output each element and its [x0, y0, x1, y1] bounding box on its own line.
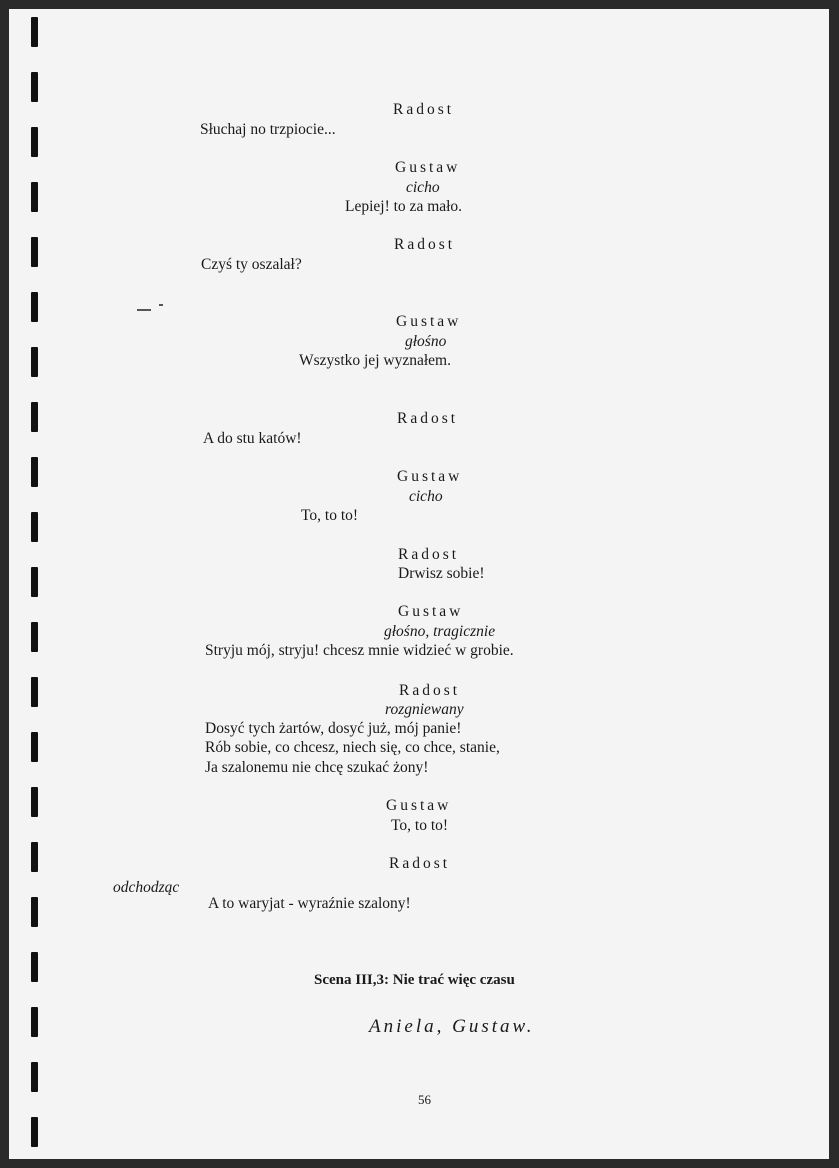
binding-hole: [31, 17, 38, 47]
dialogue-line: A do stu katów!: [203, 430, 302, 447]
binding-hole: [31, 402, 38, 432]
speaker-name: Radost: [398, 546, 460, 563]
stage-direction: głośno: [405, 333, 447, 350]
binding-hole: [31, 292, 38, 322]
binding-hole: [31, 567, 38, 597]
dialogue-line: Drwisz sobie!: [398, 565, 485, 582]
speaker-name: Gustaw: [386, 797, 452, 814]
speaker-name: Radost: [389, 855, 451, 872]
dialogue-line: Rób sobie, co chcesz, niech się, co chce, stanie,: [205, 739, 500, 756]
speaker-name: Gustaw: [395, 159, 461, 176]
scan-smudge: [137, 309, 151, 311]
dialogue-line: Słuchaj no trzpiocie...: [200, 121, 336, 138]
binding-hole: [31, 127, 38, 157]
dialogue-line: Dosyć tych żartów, dosyć już, mój panie!: [205, 720, 462, 737]
binding-hole: [31, 182, 38, 212]
speaker-name: Gustaw: [397, 468, 463, 485]
document-page: [9, 9, 829, 1159]
binding-hole: [31, 897, 38, 927]
binding-hole: [31, 72, 38, 102]
stage-direction: odchodząc: [113, 879, 180, 896]
binding-hole: [31, 952, 38, 982]
stage-direction: głośno, tragicznie: [384, 623, 496, 640]
speaker-name: Radost: [397, 410, 459, 427]
stage-direction: cicho: [409, 488, 443, 505]
binding-hole: [31, 677, 38, 707]
speaker-name: Radost: [394, 236, 456, 253]
binding-hole: [31, 347, 38, 377]
binding-hole: [31, 1007, 38, 1037]
dialogue-line: A to waryjat - wyraźnie szalony!: [208, 895, 411, 912]
speaker-name: Radost: [399, 682, 461, 699]
binding-hole: [31, 1062, 38, 1092]
stage-direction: cicho: [406, 179, 440, 196]
page-number: 56: [418, 1092, 431, 1107]
binding-hole: [31, 457, 38, 487]
binding-hole: [31, 512, 38, 542]
speaker-name: Radost: [393, 101, 455, 118]
dialogue-line: Stryju mój, stryju! chcesz mnie widzieć w grobie.: [205, 642, 514, 659]
binding-hole: [31, 842, 38, 872]
binding-hole: [31, 237, 38, 267]
dialogue-line: Ja szalonemu nie chcę szukać żony!: [205, 759, 429, 776]
binding-hole: [31, 787, 38, 817]
dialogue-line: Wszystko jej wyznałem.: [299, 352, 451, 369]
cast-line: Aniela, Gustaw.: [369, 1016, 535, 1037]
dialogue-line: To, to to!: [301, 507, 359, 524]
dialogue-line: To, to to!: [391, 817, 449, 834]
speaker-name: Gustaw: [398, 603, 464, 620]
scene-heading: Scena III,3: Nie trać więc czasu: [314, 972, 515, 988]
binding-hole: [31, 1117, 38, 1147]
binding-hole: [31, 622, 38, 652]
binding-hole: [31, 732, 38, 762]
scan-smudge: [159, 304, 163, 306]
stage-direction: rozgniewany: [385, 701, 464, 718]
dialogue-line: Czyś ty oszalał?: [201, 256, 302, 273]
speaker-name: Gustaw: [396, 313, 462, 330]
dialogue-line: Lepiej! to za mało.: [345, 198, 463, 215]
